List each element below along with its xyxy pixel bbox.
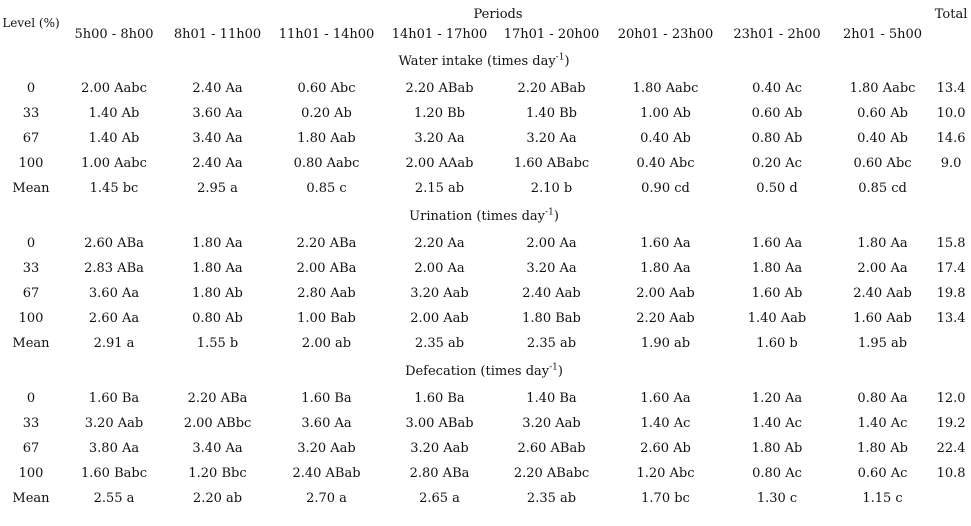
table-cell: 2.00 Aa (857, 261, 908, 276)
table-cell: 2.80 Aab (297, 286, 356, 301)
table-cell: 0.60 Ac (857, 466, 908, 481)
row-level: 100 (18, 466, 44, 481)
table-cell: 3.20 Aab (410, 441, 469, 456)
period-header: 2h01 - 5h00 (843, 26, 923, 42)
table-cell: 2.20 ABa (296, 236, 357, 251)
table-cell: 3.20 Aa (526, 131, 577, 146)
table-cell: 0.90 cd (641, 181, 690, 196)
table-cell: 1.40 Bb (526, 106, 577, 121)
table-cell: 2.40 ABab (292, 466, 361, 481)
table-cell: 1.80 Bab (522, 311, 581, 326)
table-cell: 1.60 Aab (853, 311, 912, 326)
table-cell: 3.20 Aab (522, 416, 581, 431)
section-title-exponent: -1 (549, 362, 558, 373)
table-cell: 1.60 Aa (640, 391, 691, 406)
table-cell: 1.80 Aa (640, 261, 691, 276)
total-column-header: Total (934, 7, 968, 22)
table-cell: 1.60 b (756, 336, 798, 351)
table-cell: 2.60 Ab (640, 441, 691, 456)
row-total: 22.4 (936, 441, 966, 456)
table-cell: 1.60 Ab (751, 286, 803, 301)
table-cell: 2.60 Aa (88, 311, 140, 326)
table-row (0, 76, 968, 101)
table-cell: 1.80 Aabc (849, 81, 916, 96)
table-row (0, 101, 968, 126)
table-row (0, 306, 968, 331)
table-cell: 1.60 Aa (751, 236, 803, 251)
table-row (0, 151, 968, 176)
table-cell: 0.40 Ab (857, 131, 908, 146)
table-cell: 2.20 ABab (405, 81, 474, 96)
table-cell: 2.00 Aab (410, 311, 469, 326)
table-cell: 1.45 bc (89, 181, 139, 196)
row-total: 17.4 (936, 261, 966, 276)
section-title-close: ) (557, 363, 563, 379)
section-title (0, 356, 968, 386)
table-cell: 2.20 ABa (187, 391, 248, 406)
row-total: 10.0 (936, 106, 966, 121)
table-cell: 3.20 Aab (84, 416, 144, 431)
row-level: 67 (22, 441, 40, 456)
table-cell: 1.80 Aabc (632, 81, 699, 96)
row-total: 13.4 (936, 311, 966, 326)
table-cell: 2.00 Aa (414, 261, 465, 276)
table-cell: 2.65 a (419, 491, 460, 506)
table-cell: 1.20 Aa (751, 391, 803, 406)
table-cell: 1.30 c (756, 491, 798, 506)
table-cell: 2.20 ABabc (513, 466, 590, 481)
table-cell: 2.00 ab (301, 336, 352, 351)
table-cell: 2.40 Aab (853, 286, 912, 301)
row-total: 14.6 (936, 131, 966, 146)
table-cell: 1.60 Aa (640, 236, 691, 251)
period-header: 8h01 - 11h00 (173, 26, 262, 42)
period-header: 17h01 - 20h00 (503, 26, 600, 42)
table-cell: 2.91 a (93, 336, 135, 351)
total-spacer (934, 22, 968, 46)
table-cell: 1.80 Ab (192, 286, 243, 301)
row-level: 0 (26, 236, 36, 251)
row-total: 10.8 (936, 466, 966, 481)
table-cell: 0.80 Ac (752, 466, 802, 481)
period-header: 11h01 - 14h00 (278, 26, 375, 42)
row-total: 19.8 (936, 286, 966, 301)
table-cell: 1.80 Ab (857, 441, 908, 456)
section-title (0, 201, 968, 231)
header-row-periods (0, 0, 968, 22)
table-cell: 3.20 Aa (414, 131, 465, 146)
row-level: 33 (22, 261, 40, 276)
table-cell: 1.00 Aabc (81, 156, 147, 171)
table-cell: 2.40 Aa (192, 156, 243, 171)
table-cell: 2.00 Aabc (81, 81, 147, 96)
table-cell: 1.60 Ba (301, 391, 352, 406)
table-cell: 1.60 Ba (414, 391, 465, 406)
table-cell: 2.20 ABab (517, 81, 586, 96)
row-level: Mean (12, 181, 50, 196)
table-cell: 2.80 ABa (409, 466, 470, 481)
table-cell: 1.80 Aa (192, 261, 243, 276)
table-cell: 0.85 cd (858, 181, 907, 196)
row-level: 0 (26, 81, 36, 96)
table-cell: 1.55 b (196, 336, 239, 351)
table-cell: 2.15 ab (414, 181, 465, 196)
table-cell: 2.60 ABab (517, 441, 586, 456)
row-total: 9.0 (940, 156, 962, 171)
table-cell: 0.80 Ab (751, 131, 803, 146)
table-row (0, 256, 968, 281)
table-cell: 2.00 ABa (296, 261, 357, 276)
table-cell: 2.40 Aa (192, 81, 243, 96)
periods-header: Periods (473, 7, 523, 22)
table-cell: 3.20 Aab (410, 286, 469, 301)
table-cell: 2.20 ab (192, 491, 243, 506)
row-total (934, 331, 968, 356)
table-row (0, 436, 968, 461)
table-cell: 1.40 Ab (88, 106, 140, 121)
table-cell: 1.15 c (862, 491, 903, 506)
row-level: Mean (12, 491, 50, 506)
row-total (934, 486, 968, 511)
table-cell: 1.90 ab (640, 336, 691, 351)
table-cell: 2.10 b (530, 181, 573, 196)
section-title-text: Water intake (times day (398, 53, 556, 69)
table-cell: 1.00 Bab (297, 311, 356, 326)
table-row (0, 331, 968, 356)
table-cell: 1.40 Aab (747, 311, 807, 326)
table-cell: 1.40 Ac (752, 416, 802, 431)
table-cell: 0.40 Ab (640, 131, 691, 146)
table-cell: 1.60 ABabc (513, 156, 590, 171)
row-total: 13.4 (936, 81, 966, 96)
table-cell: 1.80 Ab (751, 441, 803, 456)
table-row (0, 461, 968, 486)
table-cell: 1.80 Aa (857, 236, 908, 251)
table-cell: 1.80 Aa (751, 261, 803, 276)
table-cell: 2.00 Aa (526, 236, 577, 251)
section-title-row (0, 356, 968, 386)
period-header: 23h01 - 2h00 (733, 26, 821, 42)
row-total: 12.0 (936, 391, 966, 406)
table-cell: 2.20 Aa (414, 236, 465, 251)
table-cell: 0.20 Ab (301, 106, 352, 121)
table-cell: 2.00 AAab (405, 156, 474, 171)
section-title-exponent: -1 (545, 207, 554, 218)
header-row-period-ranges (0, 22, 968, 46)
table-cell: 2.20 Aab (636, 311, 695, 326)
table-row (0, 176, 968, 201)
table-cell: 2.70 a (306, 491, 347, 506)
table-cell: 1.80 Aa (192, 236, 243, 251)
section-title-close: ) (553, 208, 559, 224)
table-cell: 1.40 Ac (857, 416, 908, 431)
table-cell: 1.00 Ab (640, 106, 691, 121)
row-level: 33 (22, 416, 40, 431)
table-cell: 2.35 ab (526, 336, 577, 351)
row-level: 33 (22, 106, 40, 121)
period-header: 20h01 - 23h00 (617, 26, 714, 42)
table-cell: 3.00 ABab (405, 416, 474, 431)
table-cell: 0.20 Ac (752, 156, 802, 171)
table-cell: 1.70 bc (641, 491, 690, 506)
table-cell: 1.20 Bbc (188, 466, 247, 481)
table-cell: 0.80 Aa (857, 391, 908, 406)
table-row (0, 281, 968, 306)
table-row (0, 486, 968, 511)
table-cell: 2.00 Aab (636, 286, 695, 301)
row-total: 15.8 (936, 236, 966, 251)
table-cell: 2.55 a (93, 491, 135, 506)
row-total: 19.2 (936, 416, 966, 431)
table-cell: 3.40 Aa (192, 131, 243, 146)
row-level: 0 (26, 391, 36, 406)
table-cell: 0.85 c (306, 181, 347, 196)
table-cell: 2.83 ABa (84, 261, 144, 276)
table-row (0, 386, 968, 411)
table-cell: 1.60 Babc (81, 466, 147, 481)
table-cell: 0.50 d (756, 181, 798, 196)
table-cell: 2.95 a (197, 181, 238, 196)
table-cell: 1.80 Aab (297, 131, 356, 146)
table-row (0, 411, 968, 436)
table-cell: 1.20 Abc (636, 466, 695, 481)
section-title-text: Urination (times day (409, 208, 546, 224)
table-cell: 3.40 Aa (192, 441, 243, 456)
table-cell: 3.60 Aa (301, 416, 352, 431)
table-cell: 0.40 Abc (636, 156, 695, 171)
row-level: Mean (12, 336, 50, 351)
row-level: 100 (18, 311, 44, 326)
table-cell: 1.40 Ba (526, 391, 577, 406)
table-cell: 2.40 Aab (522, 286, 581, 301)
table-cell: 1.95 ab (857, 336, 908, 351)
period-header: 14h01 - 17h00 (391, 26, 488, 42)
table-cell: 2.35 ab (414, 336, 465, 351)
table-cell: 3.60 Aa (88, 286, 140, 301)
table-cell: 0.60 Abc (297, 81, 356, 96)
table-cell: 1.40 Ac (640, 416, 691, 431)
section-title-text: Defecation (times day (405, 363, 550, 379)
table-cell: 3.20 Aa (526, 261, 577, 276)
table-cell: 3.60 Aa (192, 106, 243, 121)
section-title-close: ) (564, 53, 570, 69)
table-cell: 1.60 Ba (88, 391, 140, 406)
row-level: 67 (22, 286, 40, 301)
section-title-row (0, 201, 968, 231)
table-cell: 2.60 ABa (84, 236, 144, 251)
table-cell: 0.60 Ab (751, 106, 803, 121)
table-cell: 0.80 Aabc (293, 156, 360, 171)
table-cell: 2.00 ABbc (183, 416, 252, 431)
row-total (934, 176, 968, 201)
level-column-header: Level (%) (2, 16, 60, 30)
section-title (0, 46, 968, 76)
table-cell: 0.80 Ab (192, 311, 243, 326)
row-level: 100 (18, 156, 44, 171)
section-title-row (0, 46, 968, 76)
table-row (0, 231, 968, 256)
table-cell: 0.40 Ac (752, 81, 802, 96)
table-cell: 2.35 ab (526, 491, 577, 506)
table-cell: 3.20 Aab (297, 441, 356, 456)
table-cell: 1.20 Bb (414, 106, 465, 121)
row-level: 67 (22, 131, 40, 146)
table-cell: 0.60 Ab (857, 106, 908, 121)
table-cell: 3.80 Aa (88, 441, 140, 456)
period-header: 5h00 - 8h00 (74, 26, 154, 42)
table-row (0, 126, 968, 151)
table-cell: 0.60 Abc (853, 156, 912, 171)
table-cell: 1.40 Ab (88, 131, 140, 146)
section-title-exponent: -1 (555, 52, 565, 63)
